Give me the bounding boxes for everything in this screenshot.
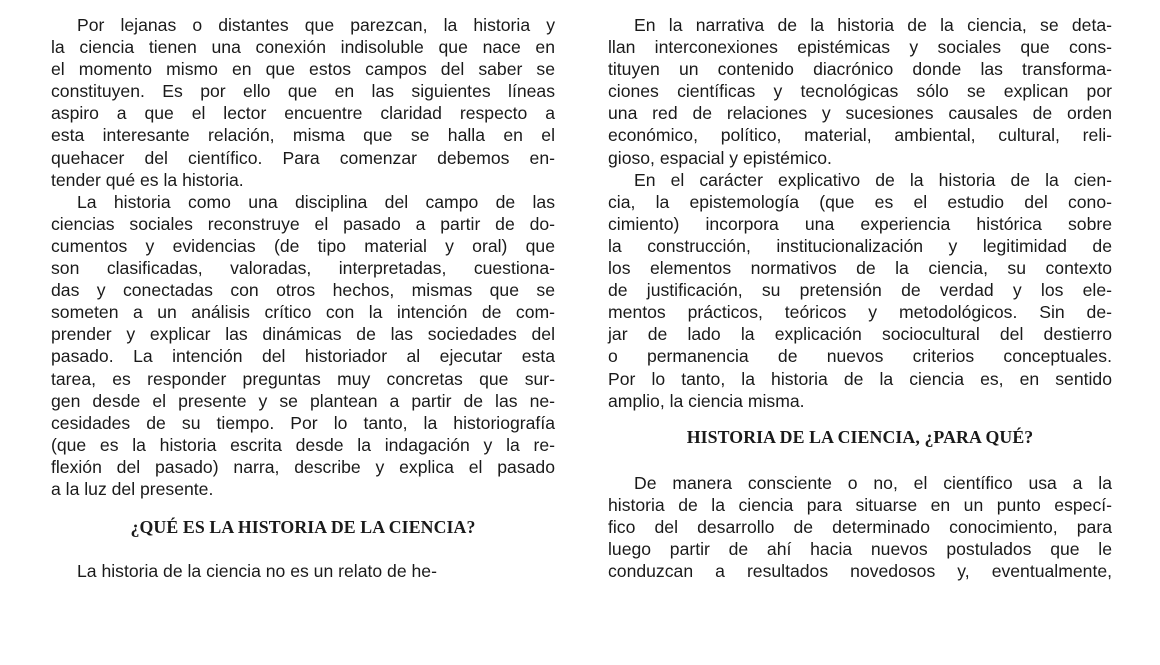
- text-line: aspiro a que el lector encuentre claridad respecto a: [51, 103, 555, 124]
- text-line: ciencias sociales reconstruye el pasado a partir de do-: [51, 213, 555, 234]
- text-line: a la luz del presente.: [51, 478, 214, 499]
- text-line: mentos prácticos, teóricos y metodológicos. Sin de-: [608, 302, 1112, 323]
- text-line: conduzcan a resultados novedosos y, eventualmente,: [608, 561, 1112, 582]
- text-line: son clasificadas, valoradas, interpretadas, cuestiona-: [51, 258, 555, 279]
- text-line: Por lo tanto, la historia de la ciencia es, en sentido: [608, 368, 1112, 389]
- text-line: constituyen. Es por ello que en las siguientes líneas: [51, 81, 555, 102]
- text-line: la ciencia tienen una conexión indisoluble que nace en: [51, 37, 555, 58]
- text-line: das y conectadas con otros hechos, mismas que se: [51, 280, 555, 301]
- text-line: En la narrativa de la historia de la ciencia, se deta-: [634, 15, 1112, 35]
- text-line: gen desde el presente y se plantean a partir de las ne-: [51, 390, 555, 411]
- text-line: gioso, espacial y epistémico.: [608, 147, 832, 168]
- text-line: tituyen un contenido diacrónico donde las transforma-: [608, 59, 1112, 80]
- text-line: La historia como una disciplina del campo de las: [77, 191, 555, 212]
- text-line: esta interesante relación, misma que se halla en el: [51, 125, 555, 146]
- left-column: [51, 14, 555, 582]
- text-line: tender qué es la historia.: [51, 169, 244, 190]
- text-line: de justificación, su pretensión de verdad y los ele-: [608, 280, 1112, 301]
- text-line: cimiento) incorpora una experiencia histórica sobre: [608, 213, 1112, 234]
- text-line: quehacer del científico. Para comenzar debemos en-: [51, 147, 555, 168]
- text-line: amplio, la ciencia misma.: [608, 390, 805, 411]
- text-line: una red de relaciones y sucesiones causales de orden: [608, 103, 1112, 124]
- text-line: prender y explicar las dinámicas de las sociedades del: [51, 324, 555, 345]
- text-line: De manera consciente o no, el científico usa a la: [634, 472, 1112, 493]
- text-line: pasado. La intención del historiador al ejecutar esta: [51, 346, 555, 367]
- text-line: económico, político, material, ambiental, cultural, reli-: [608, 125, 1112, 146]
- text-line: En el carácter explicativo de la historia de la cien-: [634, 169, 1112, 190]
- text-line: flexión del pasado) narra, describe y explica el pasado: [51, 456, 555, 477]
- text-line: ciones científicas y tecnológicas sólo se explican por: [608, 81, 1112, 102]
- text-line: Por lejanas o distantes que parezcan, la historia y: [77, 15, 555, 35]
- paragraph: [608, 169, 1112, 412]
- paragraph: [51, 191, 555, 500]
- section-heading: HISTORIA DE LA CIENCIA, ¿PARA QUÉ?: [686, 426, 1034, 447]
- text-line: llan interconexiones epistémicas y sociales que cons-: [608, 37, 1112, 58]
- paragraph: [51, 14, 555, 191]
- text-line: historia de la ciencia para situarse en un punto especí-: [608, 494, 1112, 515]
- right-column: [608, 14, 1112, 582]
- text-line: luego partir de ahí hacia nuevos postulados que le: [608, 538, 1112, 559]
- text-line: jar de lado la explicación sociocultural del destierro: [608, 324, 1112, 345]
- text-line: o permanencia de nuevos criterios conceptuales.: [608, 346, 1112, 367]
- text-line: el momento mismo en que estos campos del saber se: [51, 59, 555, 80]
- text-line: (que es la historia escrita desde la indagación y la re-: [51, 434, 555, 455]
- text-line: someten a un análisis crítico con la intención de com-: [51, 302, 555, 323]
- text-line: tarea, es responder preguntas muy concretas que sur-: [51, 368, 555, 389]
- section-heading: ¿QUÉ ES LA HISTORIA DE LA CIENCIA?: [130, 517, 476, 538]
- text-line: cumentos y evidencias (de tipo material y oral) que: [51, 235, 555, 256]
- text-line: la construcción, institucionalización y legitimidad de: [608, 235, 1112, 256]
- text-line: los elementos normativos de la ciencia, su contexto: [608, 258, 1112, 279]
- text-line: cia, la epistemología (que es el estudio del cono-: [608, 191, 1112, 212]
- paragraph: [608, 472, 1112, 582]
- text-line: cesidades de su tiempo. Por lo tanto, la historiografía: [51, 412, 555, 433]
- text-line: fico del desarrollo de determinado conocimiento, para: [608, 516, 1112, 537]
- paragraph: [608, 14, 1112, 169]
- text-line: La historia de la ciencia no es un relato de he-: [77, 561, 437, 582]
